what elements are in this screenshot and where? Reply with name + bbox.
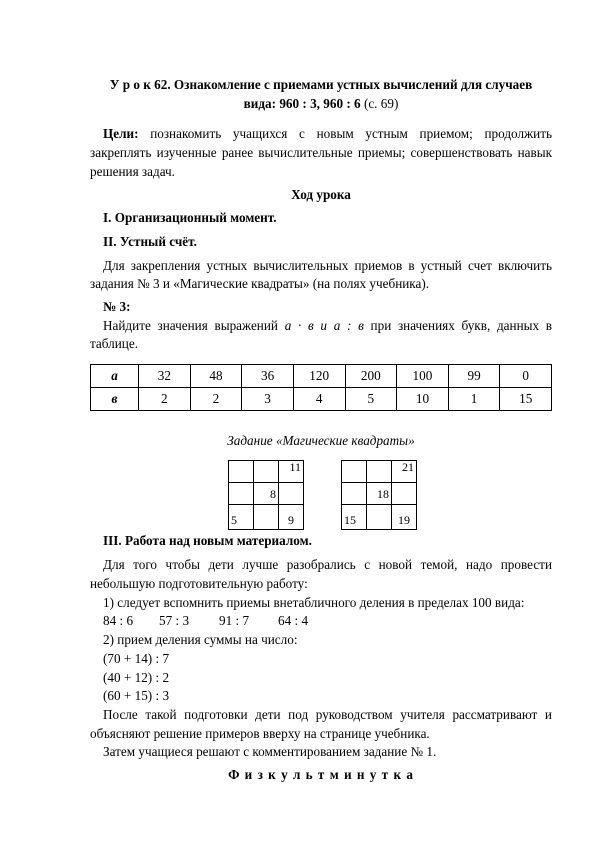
lesson-heading: Ход урока [291, 187, 351, 202]
table-cell: 3 [242, 388, 294, 411]
magic-cell [342, 461, 367, 483]
new-material-p2-line1: После такой подготовки дети под руководством учителя рассматривают и [103, 707, 552, 722]
new-material-p3: Затем учащиеся решают с комментированием задание № 1. [103, 744, 437, 759]
magic-cell [254, 461, 279, 483]
magic-cell [229, 483, 254, 505]
section-oral: II. Устный счёт. [103, 234, 197, 249]
table-cell: 120 [293, 365, 345, 388]
magic-cell [367, 505, 392, 530]
magic-cell: 21 [392, 461, 417, 483]
magic-square-row [342, 461, 417, 483]
sum-example: (40 + 12) : 2 [103, 670, 170, 685]
goals-label: Цели: [103, 126, 139, 141]
magic-cell: 11 [279, 461, 304, 483]
task3-label: № 3: [103, 299, 131, 314]
table-head-v: в [91, 388, 139, 411]
magic-square-row [342, 483, 417, 505]
magic-square-1 [228, 460, 304, 530]
table-head-a: а [91, 365, 139, 388]
table-cell: 100 [397, 365, 449, 388]
goals-line2: закреплять изученные ранее вычислительные приемы; совершенствовать навык [90, 145, 552, 160]
magic-cell: 8 [254, 483, 279, 505]
values-table [90, 364, 552, 411]
new-material-p1-line1: Для того чтобы дети лучше разобрались с новой темой, надо провести [103, 557, 552, 572]
magic-square-row [229, 461, 304, 483]
table-cell: 4 [293, 388, 345, 411]
task3-line2: таблице. [90, 336, 139, 351]
section-org: I. Организационный момент. [103, 210, 277, 225]
table-cell: 5 [345, 388, 397, 411]
magic-square-2 [341, 460, 417, 530]
table-cell: 200 [345, 365, 397, 388]
example: 64 : 4 [278, 613, 309, 628]
magic-cell [229, 461, 254, 483]
goals-text1: познакомить учащихся с новым устным приемом; продолжить [138, 126, 552, 141]
magic-square-row [342, 505, 417, 530]
magic-cell [279, 483, 304, 505]
example: 91 : 7 [219, 613, 250, 628]
new-material-p2-line2: объясняют решение примеров вверху на странице учебника. [90, 726, 430, 741]
lesson-title-page-ref: (с. 69) [360, 96, 399, 111]
table-cell: 99 [448, 365, 500, 388]
table-row [91, 388, 552, 411]
lesson-title-line1: У р о к 62. Ознакомление с приемами устных вычислений для случаев [109, 77, 533, 92]
magic-cell [342, 483, 367, 505]
oral-line1: Для закрепления устных вычислительных приемов в устный счет включить [103, 258, 552, 273]
magic-square-row [229, 505, 304, 530]
section-new-material: III. Работа над новым материалом. [103, 533, 312, 548]
magic-cell [367, 461, 392, 483]
table-cell: 0 [500, 365, 552, 388]
magic-cell: 9 [279, 505, 304, 530]
new-material-item2: 2) прием деления суммы на число: [103, 632, 298, 647]
table-row [91, 365, 552, 388]
sum-example: (70 + 14) : 7 [103, 651, 170, 666]
lesson-title-line2 [90, 94, 552, 113]
goals-line1 [90, 124, 552, 143]
division-examples [90, 611, 552, 630]
magic-square-row [229, 483, 304, 505]
task3-text-a: Найдите значения выражений [103, 318, 285, 333]
magic-cell: 19 [392, 505, 417, 530]
task3-expr-mult: а · в [284, 318, 314, 333]
example: 57 : 3 [159, 613, 190, 628]
table-cell: 2 [190, 388, 242, 411]
task3-text-end: при значениях букв, данных в [363, 318, 553, 333]
table-cell: 2 [139, 388, 191, 411]
magic-cell: 18 [367, 483, 392, 505]
task3-text-mid: и [313, 318, 334, 333]
physical-break-heading: Ф и з к у л ь т м и н у т к а [228, 767, 414, 782]
magic-cell [254, 505, 279, 530]
table-cell: 15 [500, 388, 552, 411]
goals-line3: решения задач. [90, 164, 175, 179]
task3-line1 [90, 316, 552, 335]
table-cell: 36 [242, 365, 294, 388]
oral-line2: задания № 3 и «Магические квадраты» (на полях учебника). [90, 276, 430, 291]
magic-cell: 15 [342, 505, 367, 530]
magic-cell: 5 [229, 505, 254, 530]
new-material-p1-line2: небольшую подготовительную работу: [90, 576, 308, 591]
sum-example: (60 + 15) : 3 [103, 688, 170, 703]
table-cell: 48 [190, 365, 242, 388]
new-material-item1: 1) следует вспомнить приемы внетабличного деления в пределах 100 вида: [103, 595, 525, 610]
magic-cell [392, 483, 417, 505]
table-cell: 1 [448, 388, 500, 411]
table-cell: 10 [397, 388, 449, 411]
example: 84 : 6 [103, 613, 134, 628]
magic-squares-caption: Задание «Магические квадраты» [227, 433, 415, 448]
lesson-title-cases: вида: 960 : 3, 960 : 6 [243, 96, 361, 111]
task3-expr-div: а : в [333, 318, 364, 333]
table-cell: 32 [139, 365, 191, 388]
